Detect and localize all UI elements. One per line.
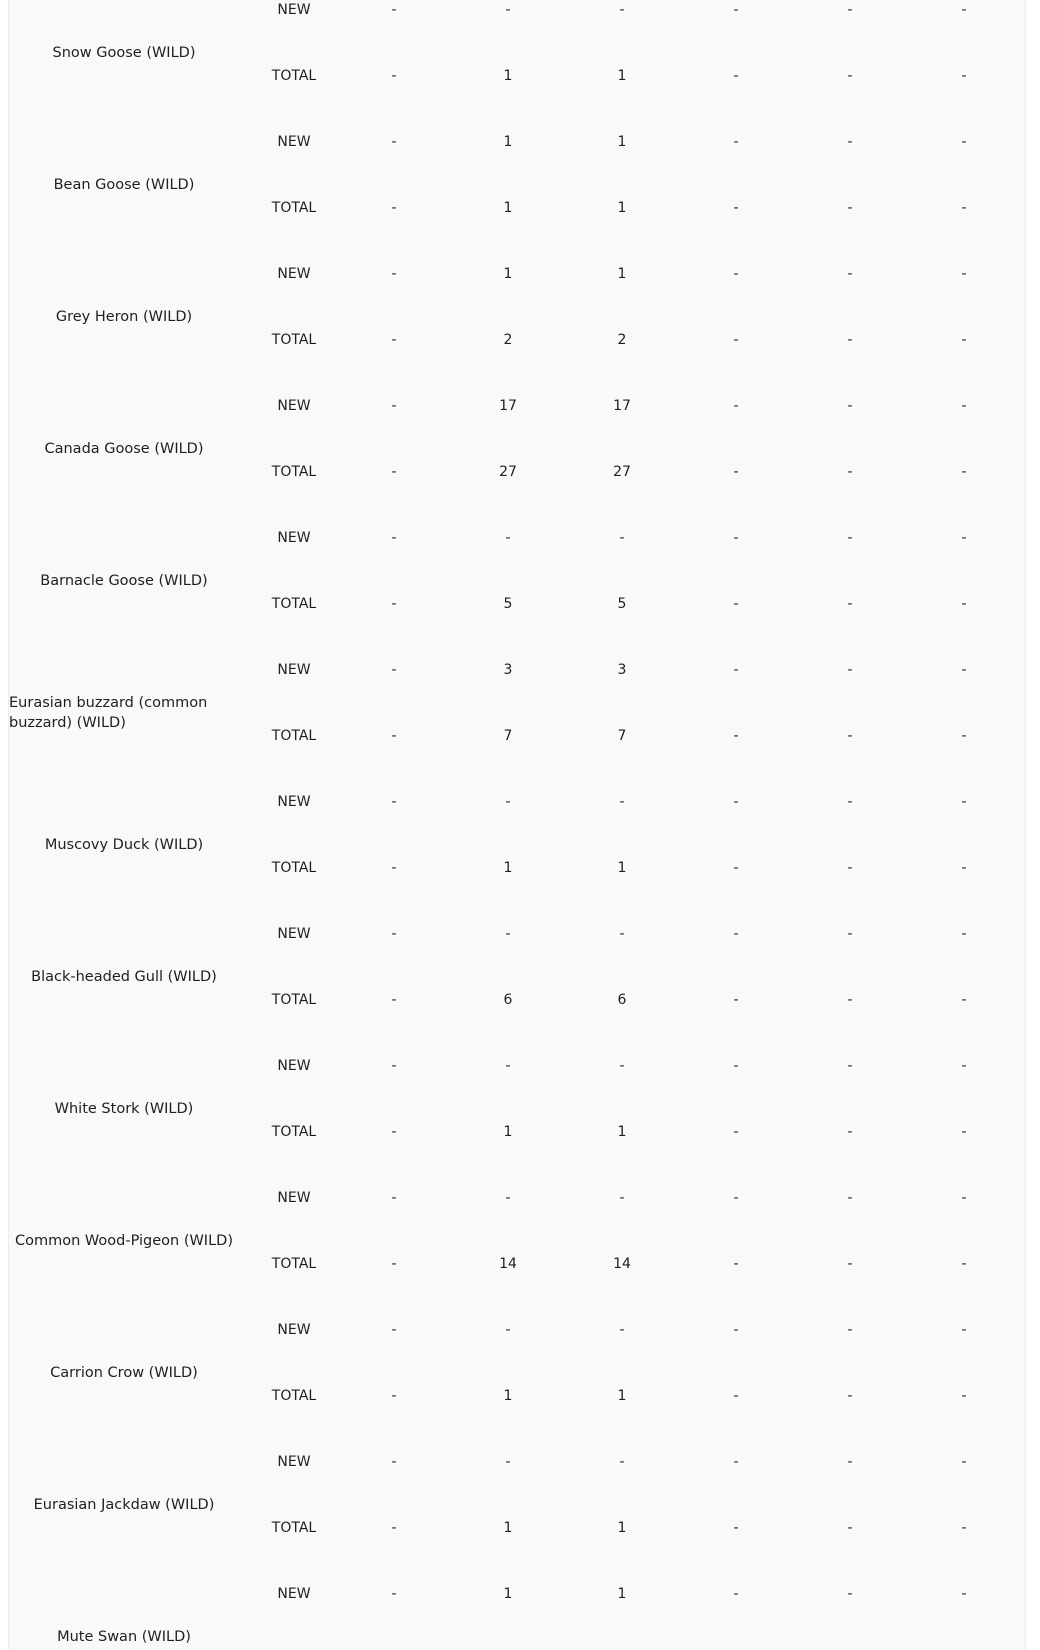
value-cell: -: [847, 398, 853, 414]
value-cell: -: [961, 1388, 967, 1404]
row-type-label: NEW: [277, 134, 311, 150]
value-cell: 1: [503, 266, 513, 282]
value-cell: -: [961, 1322, 967, 1338]
row-type-label: TOTAL: [271, 1520, 317, 1536]
species-block: [9, 1440, 1027, 1572]
value-cell: -: [619, 1058, 625, 1074]
species-block: [9, 648, 1027, 780]
value-cell: 1: [503, 1520, 513, 1536]
value-cell: -: [847, 1058, 853, 1074]
value-cell: -: [733, 2, 739, 18]
value-cell: -: [847, 134, 853, 150]
value-cell: -: [391, 794, 397, 810]
value-cell: -: [391, 926, 397, 942]
table-row: [9, 1582, 1027, 1606]
value-cell: 5: [617, 596, 627, 612]
row-type-label: NEW: [277, 1454, 311, 1470]
table-row: [9, 394, 1027, 418]
table-row: [9, 64, 1027, 88]
table-row: [9, 1252, 1027, 1276]
species-name: Bean Goose (WILD): [53, 177, 195, 193]
value-cell: -: [847, 1124, 853, 1140]
species-name: Carrion Crow (WILD): [50, 1365, 198, 1381]
value-cell: -: [961, 1520, 967, 1536]
value-cell: -: [733, 266, 739, 282]
value-cell: -: [733, 794, 739, 810]
value-cell: -: [961, 2, 967, 18]
value-cell: -: [847, 2, 853, 18]
value-cell: -: [733, 926, 739, 942]
value-cell: -: [961, 794, 967, 810]
value-cell: -: [847, 1256, 853, 1272]
species-block: [9, 1044, 1027, 1176]
table-row: [9, 328, 1027, 352]
value-cell: 2: [503, 332, 513, 348]
value-cell: 1: [503, 68, 513, 84]
value-cell: -: [847, 926, 853, 942]
table-row: [9, 724, 1027, 748]
value-cell: -: [619, 1322, 625, 1338]
value-cell: -: [733, 860, 739, 876]
table-row: [9, 856, 1027, 880]
row-type-label: NEW: [277, 794, 311, 810]
table-row: [9, 460, 1027, 484]
value-cell: -: [961, 1256, 967, 1272]
value-cell: 1: [617, 1388, 627, 1404]
species-name: Snow Goose (WILD): [52, 45, 196, 61]
value-cell: -: [961, 1454, 967, 1470]
species-name: Canada Goose (WILD): [44, 441, 204, 457]
value-cell: -: [847, 1586, 853, 1602]
value-cell: -: [391, 266, 397, 282]
row-type-label: NEW: [277, 266, 311, 282]
value-cell: -: [847, 1322, 853, 1338]
value-cell: 1: [503, 200, 513, 216]
value-cell: -: [505, 1322, 511, 1338]
value-cell: 1: [503, 860, 513, 876]
value-cell: -: [961, 68, 967, 84]
species-name: Grey Heron (WILD): [55, 309, 193, 325]
value-cell: 5: [503, 596, 513, 612]
species-block: [9, 0, 1027, 120]
value-cell: -: [391, 662, 397, 678]
row-type-label: NEW: [277, 2, 311, 18]
species-block: [9, 516, 1027, 648]
value-cell: -: [847, 860, 853, 876]
value-cell: -: [391, 1520, 397, 1536]
value-cell: -: [391, 332, 397, 348]
value-cell: -: [961, 1058, 967, 1074]
value-cell: -: [391, 992, 397, 1008]
row-type-label: NEW: [277, 1190, 311, 1206]
species-name: Eurasian buzzard (common buzzard) (WILD): [9, 695, 208, 731]
table-row: [9, 922, 1027, 946]
value-cell: -: [391, 464, 397, 480]
table-row: [9, 1186, 1027, 1210]
value-cell: -: [961, 1586, 967, 1602]
row-type-label: TOTAL: [271, 68, 317, 84]
row-type-label: NEW: [277, 530, 311, 546]
row-type-label: TOTAL: [271, 992, 317, 1008]
value-cell: -: [505, 530, 511, 546]
row-type-label: NEW: [277, 1058, 311, 1074]
value-cell: 17: [499, 398, 517, 414]
value-cell: -: [619, 926, 625, 942]
value-cell: 7: [503, 728, 513, 744]
value-cell: -: [961, 266, 967, 282]
value-cell: -: [733, 1520, 739, 1536]
table-row: [9, 0, 1027, 22]
value-cell: 14: [499, 1256, 517, 1272]
table-row: [9, 790, 1027, 814]
value-cell: -: [961, 134, 967, 150]
value-cell: -: [847, 266, 853, 282]
value-cell: 14: [613, 1256, 631, 1272]
value-cell: -: [733, 134, 739, 150]
row-type-label: TOTAL: [271, 1388, 317, 1404]
value-cell: -: [847, 1520, 853, 1536]
value-cell: 3: [617, 662, 627, 678]
species-block: [9, 252, 1027, 384]
value-cell: -: [847, 1190, 853, 1206]
value-cell: -: [505, 926, 511, 942]
row-type-label: NEW: [277, 398, 311, 414]
row-type-label: TOTAL: [271, 464, 317, 480]
value-cell: -: [961, 200, 967, 216]
row-type-label: NEW: [277, 662, 311, 678]
value-cell: -: [733, 728, 739, 744]
value-cell: -: [733, 68, 739, 84]
species-name: White Stork (WILD): [54, 1101, 194, 1117]
value-cell: -: [505, 1454, 511, 1470]
value-cell: -: [619, 530, 625, 546]
value-cell: -: [733, 596, 739, 612]
table-row: [9, 196, 1027, 220]
species-name: Eurasian Jackdaw (WILD): [33, 1497, 215, 1513]
value-cell: 3: [503, 662, 513, 678]
value-cell: -: [391, 134, 397, 150]
species-name: Black-headed Gull (WILD): [31, 969, 217, 985]
table-row: [9, 1054, 1027, 1078]
value-cell: -: [391, 398, 397, 414]
value-cell: -: [391, 596, 397, 612]
species-name: Barnacle Goose (WILD): [40, 573, 208, 589]
value-cell: -: [733, 992, 739, 1008]
value-cell: -: [733, 200, 739, 216]
value-cell: 17: [613, 398, 631, 414]
species-block: [9, 780, 1027, 912]
species-name: Common Wood-Pigeon (WILD): [14, 1233, 233, 1249]
value-cell: 6: [617, 992, 627, 1008]
value-cell: -: [391, 1322, 397, 1338]
value-cell: 1: [617, 68, 627, 84]
row-type-label: NEW: [277, 1322, 311, 1338]
table-row: [9, 130, 1027, 154]
species-block: [9, 1572, 1027, 1650]
species-block: [9, 1308, 1027, 1440]
row-type-label: TOTAL: [271, 1124, 317, 1140]
value-cell: 1: [503, 134, 513, 150]
value-cell: -: [505, 1058, 511, 1074]
table-row: [9, 526, 1027, 550]
value-cell: 1: [617, 1124, 627, 1140]
table-row: [9, 988, 1027, 1012]
value-cell: -: [847, 1388, 853, 1404]
value-cell: -: [961, 398, 967, 414]
value-cell: -: [733, 464, 739, 480]
species-block: [9, 912, 1027, 1044]
value-cell: 1: [503, 1388, 513, 1404]
value-cell: -: [733, 530, 739, 546]
value-cell: -: [733, 1190, 739, 1206]
value-cell: -: [391, 68, 397, 84]
row-type-label: TOTAL: [271, 728, 317, 744]
species-block: [9, 120, 1027, 252]
row-type-label: TOTAL: [271, 332, 317, 348]
value-cell: 27: [613, 464, 631, 480]
table-row: [9, 658, 1027, 682]
value-cell: -: [619, 794, 625, 810]
row-type-label: NEW: [277, 926, 311, 942]
row-type-label: NEW: [277, 1586, 311, 1602]
table-row: [9, 262, 1027, 286]
value-cell: -: [391, 1058, 397, 1074]
value-cell: 27: [499, 464, 517, 480]
value-cell: -: [391, 1124, 397, 1140]
value-cell: -: [847, 794, 853, 810]
value-cell: -: [961, 530, 967, 546]
value-cell: -: [391, 1388, 397, 1404]
table-row: [9, 1516, 1027, 1540]
value-cell: -: [619, 2, 625, 18]
value-cell: -: [505, 2, 511, 18]
value-cell: -: [733, 1388, 739, 1404]
value-cell: 1: [503, 1586, 513, 1602]
value-cell: -: [733, 1058, 739, 1074]
value-cell: -: [505, 794, 511, 810]
value-cell: 2: [617, 332, 627, 348]
value-cell: -: [847, 530, 853, 546]
row-type-label: TOTAL: [271, 1256, 317, 1272]
value-cell: -: [733, 1322, 739, 1338]
row-type-label: TOTAL: [271, 200, 317, 216]
value-cell: -: [847, 68, 853, 84]
value-cell: -: [733, 1256, 739, 1272]
value-cell: 1: [617, 860, 627, 876]
table-row: [9, 592, 1027, 616]
value-cell: -: [619, 1190, 625, 1206]
value-cell: -: [961, 860, 967, 876]
value-cell: -: [391, 1256, 397, 1272]
row-type-label: TOTAL: [271, 860, 317, 876]
value-cell: -: [961, 926, 967, 942]
value-cell: -: [961, 1124, 967, 1140]
value-cell: 6: [503, 992, 513, 1008]
value-cell: -: [391, 200, 397, 216]
value-cell: -: [961, 662, 967, 678]
value-cell: 1: [617, 134, 627, 150]
value-cell: -: [391, 2, 397, 18]
value-cell: -: [847, 200, 853, 216]
species-block: [9, 1176, 1027, 1308]
value-cell: -: [733, 332, 739, 348]
value-cell: -: [391, 530, 397, 546]
value-cell: -: [847, 992, 853, 1008]
value-cell: -: [733, 1454, 739, 1470]
value-cell: -: [391, 860, 397, 876]
species-table: [8, 0, 1026, 1650]
value-cell: -: [733, 1124, 739, 1140]
value-cell: -: [733, 398, 739, 414]
value-cell: -: [847, 464, 853, 480]
value-cell: -: [619, 1454, 625, 1470]
species-name: Mute Swan (WILD): [57, 1629, 191, 1645]
value-cell: -: [847, 662, 853, 678]
value-cell: -: [733, 662, 739, 678]
value-cell: -: [847, 332, 853, 348]
table-row: [9, 1450, 1027, 1474]
table-row: [9, 1318, 1027, 1342]
table-row: [9, 1384, 1027, 1408]
value-cell: -: [391, 728, 397, 744]
value-cell: 1: [617, 200, 627, 216]
value-cell: -: [847, 596, 853, 612]
value-cell: 1: [503, 1124, 513, 1140]
value-cell: 1: [617, 1520, 627, 1536]
value-cell: -: [391, 1190, 397, 1206]
value-cell: -: [961, 332, 967, 348]
value-cell: -: [733, 1586, 739, 1602]
value-cell: -: [847, 1454, 853, 1470]
value-cell: 7: [617, 728, 627, 744]
value-cell: -: [391, 1454, 397, 1470]
value-cell: 1: [617, 266, 627, 282]
value-cell: 1: [617, 1586, 627, 1602]
value-cell: -: [391, 1586, 397, 1602]
value-cell: -: [961, 464, 967, 480]
value-cell: -: [961, 1190, 967, 1206]
species-name: Muscovy Duck (WILD): [44, 837, 204, 853]
value-cell: -: [847, 728, 853, 744]
value-cell: -: [961, 596, 967, 612]
value-cell: -: [961, 728, 967, 744]
species-block: [9, 384, 1027, 516]
row-type-label: TOTAL: [271, 596, 317, 612]
value-cell: -: [961, 992, 967, 1008]
value-cell: -: [505, 1190, 511, 1206]
table-row: [9, 1120, 1027, 1144]
